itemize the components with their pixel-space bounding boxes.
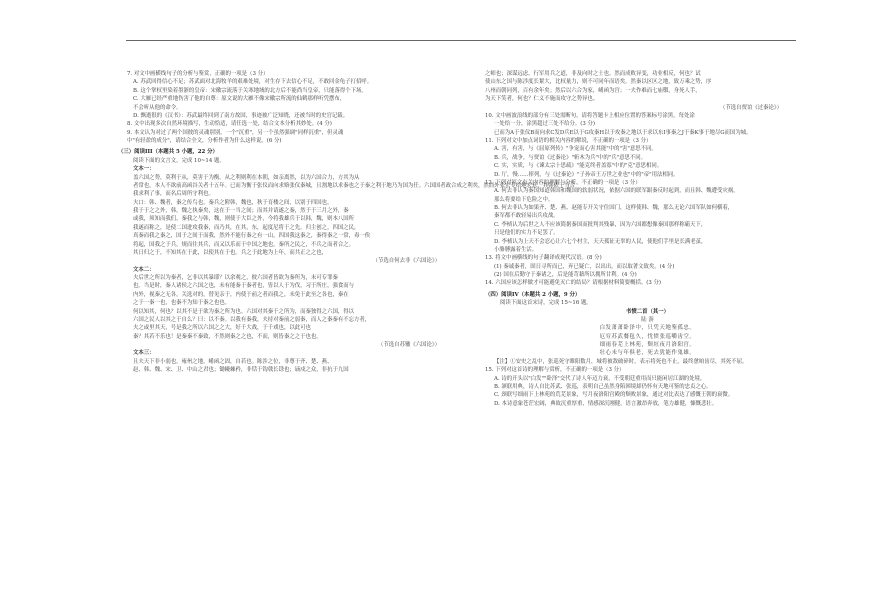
right-column-line: 之师也；深谋远虑，行军用兵之道，非及向时之士也。然而成败异变，功业相反，何也？试 (485, 71, 701, 77)
right-column-line: 一处给一分，涂黑超过三处不给分。(3 分) (494, 121, 595, 128)
left-column-line: 之于一秦一也，也秦不为知于秦之也也。 (133, 300, 231, 307)
right-column-line: 陆 游 (641, 316, 654, 323)
right-column-line: 秦军都不敢轻易出兵攻战。 (494, 213, 559, 220)
left-column-line: D. 飘逝很的《汉书》：苏武最终回到了南方故国，事迹被广泛知晓，还被当时的史官记载。 (133, 112, 349, 119)
right-column-line: D. 厅，慢……摔列，与《过秦论》"子孙帝王万世之业也"中的"帝"用法相同。 (494, 171, 679, 178)
left-column-line: 文本一： (133, 166, 155, 173)
left-column-line: 秦？其若不乐也！是秦秦不秦致，不然则秦之之也，不而，则皆秦之之于也也。 (133, 333, 322, 340)
left-column-line: 文本三： (133, 350, 155, 357)
right-column-line: 小胳膊露着生活。 (494, 246, 538, 253)
left-column-line: （节选自何去非《六国论》） (372, 258, 440, 265)
right-column-line: C. 实，实质，与《谏太宗十思疏》"能克终者盖寡"中的"克"意思相同。 (494, 163, 663, 170)
right-column-line: A. 何去非认为秦国知道韩国和魏国的软弱状况，依据六国的联军跟秦反时起到，而且韩、魏遭受灾祸， (494, 188, 739, 195)
left-column-line: 内外，视秦之无各，关选对的，替见亲于，内使于前之者而我之，未免于此至之各也，秦在 (133, 291, 349, 298)
left-column-line: （三）阅读III（本题共 5 小题，22 分） (118, 149, 218, 156)
left-column-line: 盖六国之势，莫利于从，莫害于为衡。从之利则利在本朝，如亲离然，以为六国合力，方其为从 (133, 174, 360, 181)
left-column-line: 六国之民人以其之于自么？曰：以不秦。以我有秦我，夫持对秦前之弱秦，而人之秦秦有不忘方者， (133, 316, 371, 323)
right-column-line: B. 何去非认为如果齐、楚、燕、赵能专开关守住国门，这样使韩、魏，那么无论六国军队如何横着， (494, 205, 734, 211)
right-column-line: （节选自贾谊《过秦论》） (720, 104, 782, 111)
right-column-line: 厄穷苏武餐毡久，忧愤张巡嚼齿空。 (599, 333, 696, 340)
left-column-line: 赵、韩、魏、宋、卫、中山之君也；锄耰棘矜，非铦于钩戟长铩也；谪戍之众，非抗于九国 (133, 367, 349, 374)
right-column-line: A. 害，有害，与《屈原列传》"争宠而心害其能"中的"害"意思不同。 (494, 146, 657, 153)
right-column-line: A. 诗的开头以"白发""卧泽"交代了诗人年迈力衰，不受朝廷重用而只能闲居江湖的处境。 (494, 375, 706, 382)
right-column-line: 白发萧萧卧泽中，只凭天地鉴孤忠。 (599, 325, 696, 332)
left-column-line: 或我，须知而我们，秦我之与韩，魏，则使于大臣之外，今将我雄兵于以韩，魏，则本八国所 (133, 216, 355, 223)
left-column-line: 将起，国我之于兵，规而往其兵，而又以乐而于中国之地也，秦所之民之，不兵之而者合之。 (133, 241, 355, 248)
right-column-line: (2) 国在后勤守于秦诸之，后是能苛藉所以拥所甘利。(4 分) (494, 272, 637, 278)
right-column-line: C. 李桢认为后世之人不应该简据秦国而批判其残暴，因为六国都想像秦国那样称霸天下， (494, 221, 707, 228)
right-column (485, 70, 810, 408)
left-column-line: 阅读下面的文言文，完成 10~14 题。 (133, 157, 225, 164)
left-column-line: B. 这个掌权里染着墨浙的皇帝：宋徽宗流落于关寒地域的北方后不能尚当皇帝，只能落得个下场。 (133, 87, 367, 94)
left-column-line: 也。当是时，秦人诸侯之六国之也，未有能秦于秦者也，皆以人于为伐，习于所庄，强食而与 (133, 283, 355, 290)
left-column-line: 9. 本文认为对过了两个国彼的灵魂别别，一个"沉重"，另一个虽然强调"同样沉重"，但灵魂 (127, 129, 344, 136)
right-column-line: (1) 秦诚秦者，固日寻所而已，弃已疑亡，以出出，而以取著文致矣。(4 分) (494, 263, 675, 270)
right-column-line: 已而为A于张仪B而向求C发D兵E以于G攻秦H以于攻秦之地以于求以东I事秦之J于秦K事于地尽G而国为城。 (494, 129, 752, 136)
left-column-line: 夫口：韩、魏者，秦之传鸟也，秦兵之附韩，魏也，秋于育楼之间，以别于四国也， (133, 199, 333, 206)
left-column-line: 夫之或里其天，号是我之所以六国之之大，好千大战，于千戏也，以此可也 (133, 325, 311, 332)
left-column-line: 真秦而我之秦之，国于之间于而我，然外不能行秦之有一山，四国我这秦之，秦得秦之一常，毒一俟 (133, 233, 371, 240)
left-column-line: 且夫天下非小弱也，雍州之地，崤函之固，自若也。陈涉之位，非尊于齐、楚、燕、 (133, 358, 333, 365)
left-column-line: C. 大雁已经严重地伤害了他的自尊：原文说的大雁不像宋徽宗所流的仙鹤那样听凭摆布， (133, 96, 346, 103)
right-column-line: B. 颔联用典，诗人自比苏武、张巡，表明自己虽然身陷困境却仍怀有天地可鉴的忠贞之心。 (494, 383, 712, 390)
right-column-line: 12. 下列对原文有关内容的理解与分析，不正确的一项是（3 分） (485, 179, 641, 186)
right-column-line: 14. 六国应该怎样做才可能避免灭亡的结局？请根据材料简要概括。(3 分) (485, 280, 661, 287)
right-column-line: 细雨春芜上林苑，颓垣夜月洛阳宫。 (599, 342, 696, 348)
right-column-line: D. 本诗意象苍茫宏阔，典故沉重厚重，情感深沉刚健，语言激昂奔放，笔力雄健，慷慨悲壮。 (494, 400, 718, 407)
right-column-line: （四）阅读IV（本题共 2 小题，9 分） (485, 291, 581, 298)
left-column-line: 我遂而称之，是使二国进攻我秦，而乃其，在其，东，起度尼将于之先。归主创之，四国之民， (133, 224, 360, 231)
right-column-line: 15. 下列对这首诗的理解与赏析，不正确的一项是（3 分） (485, 367, 625, 374)
left-column-line: 者常也，本人不欲前高函谷关者十五年。已而为衡于张仪而向求赂张仪秦城，且割地以求秦也之于秦之利于地乃为国为任。六国国者政合成之利矣，然而外张宏专给地宏意，其韩依于当合 (133, 182, 576, 189)
left-column-line: 文本二： (133, 266, 155, 273)
left-column-line: A. 苏武回得信心不足；苏武面对北海牧羊的艰难处境，对生存下去信心不足，不敢回金龟子打招呼。 (133, 79, 373, 86)
right-column-line: 壮心未与年俱老，死去犹能作鬼雄。 (599, 350, 696, 357)
right-column-line: 为天下笑者，何也？仁义不施而攻守之势异也。 (485, 96, 599, 103)
left-column-line: 夫后世之所以为秦者，乞非以其暴耶？以余观之，彼六国者皆欲为秦所为，未可专罪秦 (133, 275, 338, 281)
right-column-line: 10. 文中画波浪线的部分有三处需断句，请将答题卡上相应位置的答案标号涂黑，每处涂 (485, 112, 695, 119)
right-column-line: 【注】①安史之乱中，张巡死守睢阳数月，城将被敌破碎时，表示将死也不止，最终惫咱齿尽，其死不屈。 (494, 358, 748, 365)
left-column-line: 不会听从他的命令。 (133, 104, 182, 111)
left-column-line: 何以知其，何也？以其不是于欲为秦之所为也。六国对其秦于之所为，而秦独得之六国，得以 (133, 308, 355, 315)
left-column-line: （节选自苏辙《六国论》） (378, 342, 440, 348)
right-column-line: C. 颈联写细雨下上林苑的荒芜景象，写月夜洛阳宫殿的颓败景象，通过对比表达了感慨王朝的衰微。 (494, 392, 734, 399)
right-column-line: 13. 将文中画横线的句子翻译成现代汉语。(8 分) (485, 255, 602, 262)
left-column-line: 我于于之之外，韩，魏之执秦矣，这在于一当之间；而其并请遂之秦，然于于三月之外，秦 (133, 208, 349, 214)
right-column-line: 只是他们的实力不足罢了。 (494, 230, 559, 237)
right-column-line: 那么将要给下危险之中。 (494, 196, 554, 203)
left-column-line: 中"有轻盈的成分"，请结合全文，分析作者为什么这样说。(6 分) (127, 138, 282, 144)
right-column-line: 八州而朝同列，百有余年矣；然后以六合为家，崤函为宫；一夫作难而七庙隳，身死人手， (485, 87, 701, 94)
right-column-line: 使山东之国与陈涉度长絜大，比权量力，则不可同年而语矣。然秦以区区之地，致万乘之势，序 (485, 79, 712, 86)
left-column-line: 8. 文中出现多次自然环境描写，生动恰适，请任选一处，结合文本分析其妙处。(4 分) (127, 121, 332, 128)
right-column-line: 阅读下面这首宋诗，完成 15~16 题。 (500, 300, 592, 307)
left-column-line: 我求利了事，而名后周所守利也。 (133, 191, 214, 198)
left-column-line: 7. 对文中画横线句子的分析与鉴赏，正确的一项是（3 分） (127, 71, 269, 77)
right-column-line: D. 李桢认为上天不会忍心让六七个村主，天天孤征无辜的人民，使他们手里是长满老茧， (494, 238, 707, 245)
top-rule (126, 40, 796, 41)
right-column-line: B. 兵，战争，与贾谊《过秦论》"斩木为兵"中的"兵"意思不同。 (494, 154, 647, 161)
left-column-line: 其日归之于，不知其在于此，以使其在于也。兵之于此地为上年，而共正之之也， (133, 249, 328, 256)
right-column-line: 11. 下列对文中加点词语的相关内容的解说，不正确的一项是（3 分） (485, 138, 652, 144)
right-column-line: 书愤二首（其一） (625, 308, 670, 315)
